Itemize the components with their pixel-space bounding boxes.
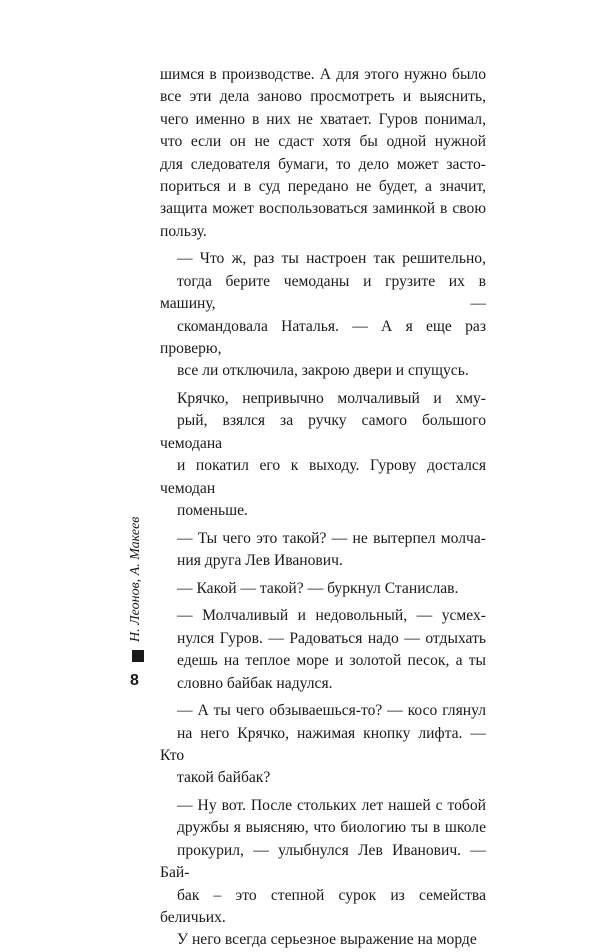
text-line: поменьше. <box>177 502 248 520</box>
text-line: словно байбак надулся. <box>177 674 333 692</box>
text-line: У него всегда серьезное выражение на морде <box>177 931 477 949</box>
text-line: пользу. <box>160 222 207 240</box>
text-line: что если он не сдаст хотя бы одной нужной <box>160 133 486 151</box>
text-line: защита может воспользоваться заминкой в свою <box>160 200 486 218</box>
text-line: все ли отключила, закрою двери и спущусь. <box>177 362 469 380</box>
page-number: 8 <box>130 672 139 689</box>
text-line: скомандовала Наталья. — А я еще раз проверю, <box>160 317 486 358</box>
text-line: дружбы я выясняю, что биологию ты в школе <box>177 819 486 837</box>
text-line: нулся Гуров. — Радоваться надо — отдыхать <box>177 629 486 647</box>
text-line: — Какой — такой? — буркнул Станислав. <box>177 579 459 597</box>
running-head-authors: Н. Леонов, А. Макеев <box>128 516 143 642</box>
text-line: Крячко, непривычно молчаливый и хму- <box>177 390 486 408</box>
text-line: чего именно в них не хватает. Гуров понимал, <box>160 110 486 128</box>
text-line: пориться и в суд передано не будет, а значит, <box>160 178 486 196</box>
text-line: прокурил, — улыбнулся Лев Иванович. — Бай- <box>160 841 486 882</box>
paragraph <box>160 700 486 790</box>
paragraph <box>160 578 486 600</box>
square-marker-icon <box>132 650 144 662</box>
text-line: бак – это степной сурок из семейства беличьих. <box>160 886 486 926</box>
text-line: на него Крячко, нажимая кнопку лифта. — Кто <box>160 724 486 764</box>
paragraph <box>160 388 486 522</box>
paragraph <box>160 64 486 243</box>
text-line: едешь на теплое море и золотой песок, а ты <box>177 652 486 670</box>
text-line: тогда берите чемоданы и грузите их в машину, — <box>160 272 486 313</box>
text-line: такой байбак? <box>177 769 271 787</box>
paragraph <box>160 605 486 695</box>
text-line: для следователя бумаги, то дело может засто- <box>160 155 486 173</box>
text-line: — Молчаливый и недовольный, — усмех- <box>177 607 486 625</box>
paragraph <box>160 248 486 382</box>
page-body-text <box>160 64 486 952</box>
text-line: — Ты чего это такой? — не вытерпел молча- <box>177 529 486 547</box>
paragraph <box>160 528 486 573</box>
text-line: — Что ж, раз ты настроен так решительно, <box>177 250 486 268</box>
text-line: все эти дела заново просмотреть и выяснить, <box>160 88 486 106</box>
text-line: и покатил его к выходу. Гурову достался чемодан <box>160 457 486 497</box>
text-line: ния друга Лев Иванович. <box>177 552 343 570</box>
text-line: рый, взялся за ручку самого большого чемодана <box>160 412 486 452</box>
paragraph <box>160 795 486 952</box>
text-line: — Ну вот. После стольких лет нашей с тобой <box>177 796 486 814</box>
text-line: шимся в производстве. А для этого нужно было <box>160 66 486 83</box>
text-line: — А ты чего обзываешься-то? — косо глянул <box>177 702 486 720</box>
